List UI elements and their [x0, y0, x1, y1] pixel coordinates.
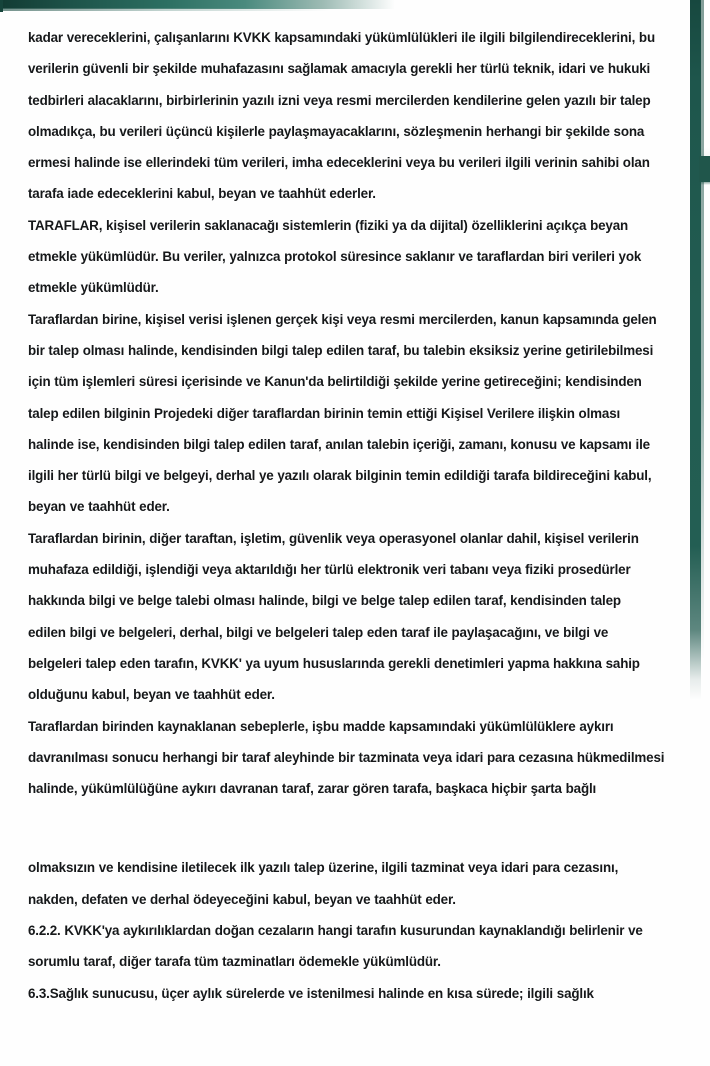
- text-line: muhafaza edildiği, işlendiği veya aktarıldığı her türlü elektronik veri tabanı veya fiziki prosedürler: [28, 562, 631, 578]
- text-line: bir talep olması halinde, kendisinden bilgi talep edilen taraf, bu talebin eksiksiz yerine getirilebilmesi: [28, 342, 654, 358]
- page-break-gap: [0, 804, 710, 852]
- paragraph-p-kvkk-undertaking: [0, 0, 710, 210]
- text-line: verilerin güvenli bir şekilde muhafazasını sağlamak amacıyla gerekli her türlü teknik, idari ve hukuki: [28, 61, 651, 77]
- text-line: TARAFLAR, kişisel verilerin saklanacağı sistemlerin (fiziki ya da dijital) özelliklerini açıkça beyan: [28, 217, 629, 233]
- text-line: tarafa iade edeceklerini kabul, beyan ve taahhüt ederler.: [28, 186, 376, 202]
- paragraph-p-odeme: [0, 852, 710, 915]
- text-line: 6.3.Sağlık sunucusu, üçer aylık sürelerde ve istenilmesi halinde en kısa sürede; ilgili sağlık: [28, 985, 594, 1001]
- text-line: ilgili her türlü bilgi ve belgeyi, derhal ye yazılı olarak bilginin temin edildiği tarafa bildireceğini kabul,: [28, 468, 652, 484]
- text-line: için tüm işlemleri süresi içerisinde ve Kanun'da belirtildiği şekilde yerine getireceğini; kendisinden: [28, 374, 642, 390]
- text-line: 6.2.2. KVKK'ya aykırılıklardan doğan cezaların hangi tarafın kusurundan kaynaklandığı belirlenir ve: [28, 923, 643, 939]
- text-line: olduğunu kabul, beyan ve taahhüt eder.: [28, 687, 275, 703]
- paragraph-p-clause-6-2-2: [0, 915, 710, 978]
- text-line: etmekle yükümlüdür.: [28, 280, 159, 296]
- paragraph-p-taraflardan-birine: [0, 304, 710, 523]
- paragraph-p-clause-6-3: [0, 978, 710, 1009]
- text-line: olmadıkça, bu verileri üçüncü kişilerle paylaşmayacaklarını, sözleşmenin herhangi bir şekilde sona: [28, 123, 645, 139]
- text-line: etmekle yükümlüdür. Bu veriler, yalnızca protokol süresince saklanır ve taraflardan biri verileri yok: [28, 249, 642, 265]
- text-line: Taraflardan birine, kişisel verisi işlenen gerçek kişi veya resmi mercilerden, kanun kapsamında gelen: [28, 311, 657, 327]
- text-line: Taraflardan birinden kaynaklanan sebeplerle, işbu madde kapsamındaki yükümlülüklere aykırı: [28, 718, 614, 734]
- text-line: halinde ise, kendisinden bilgi talep edilen taraf, anılan talebin içeriği, zamanı, konusu ve kapsamı ile: [28, 436, 650, 452]
- text-line: talep edilen bilginin Projedeki diğer taraflardan birinin temin ettiği Kişisel Verilere ilişkin olması: [28, 405, 621, 421]
- scan-edge-left-tick: [0, 0, 3, 12]
- text-line: davranılması sonucu herhangi bir taraf aleyhinde bir tazminata veya idari para cezasına hükmedilmesi: [28, 749, 665, 765]
- text-line: kadar vereceklerini, çalışanlarını KVKK kapsamındaki yükümlülükleri ile ilgili bilgilendireceklerini, bu: [28, 30, 655, 45]
- text-line: olmaksızın ve kendisine iletilecek ilk yazılı talep üzerine, ilgili tazminat veya idari para cezasını,: [28, 860, 619, 876]
- text-line: belgeleri talep eden tarafın, KVKK' ya uyum hususlarında gerekli denetimleri yapma hakkına sahip: [28, 655, 640, 671]
- paragraph-p-tazminat-hukmedilmesi: [0, 711, 710, 805]
- text-line: tedbirleri alacaklarını, birbirlerinin yazılı izni veya resmi mercilerden kendilerine gelen yazılı bir talep: [28, 92, 651, 108]
- paragraph-p-taraflar-sistemler: [0, 210, 710, 304]
- scan-edge-right-notch: [699, 156, 710, 182]
- text-line: hakkında bilgi ve belge talebi olması halinde, bilgi ve belge talep edilen taraf, kendisinden talep: [28, 593, 621, 609]
- text-line: ermesi halinde ise ellerindeki tüm verileri, imha edeceklerini veya bu verileri ilgili verinin sahibi olan: [28, 155, 650, 171]
- text-line: nakden, defaten ve derhal ödeyeceğini kabul, beyan ve taahhüt eder.: [28, 891, 456, 907]
- paragraph-p-taraflardan-birinin-isletim: [0, 523, 710, 711]
- text-line: sorumlu taraf, diğer tarafa tüm tazminatları ödemekle yükümlüdür.: [28, 954, 441, 970]
- text-line: beyan ve taahhüt eder.: [28, 499, 170, 515]
- text-line: edilen bilgi ve belgeleri, derhal, bilgi ve belgeleri talep eden taraf ile paylaşacağını, ve bilgi ve: [28, 624, 609, 640]
- text-line: Taraflardan birinin, diğer taraftan, işletim, güvenlik veya operasyonel olanlar dahil, kişisel verilerin: [28, 530, 639, 546]
- text-line: halinde, yükümlülüğüne aykırı davranan taraf, zarar gören tarafa, başkaca hiçbir şarta bağlı: [28, 781, 597, 797]
- scan-edge-right-notch-lip: [701, 180, 710, 185]
- scan-edge-right-soft-shadow: [700, 0, 704, 660]
- scan-edge-top-highlight: [0, 8, 330, 11]
